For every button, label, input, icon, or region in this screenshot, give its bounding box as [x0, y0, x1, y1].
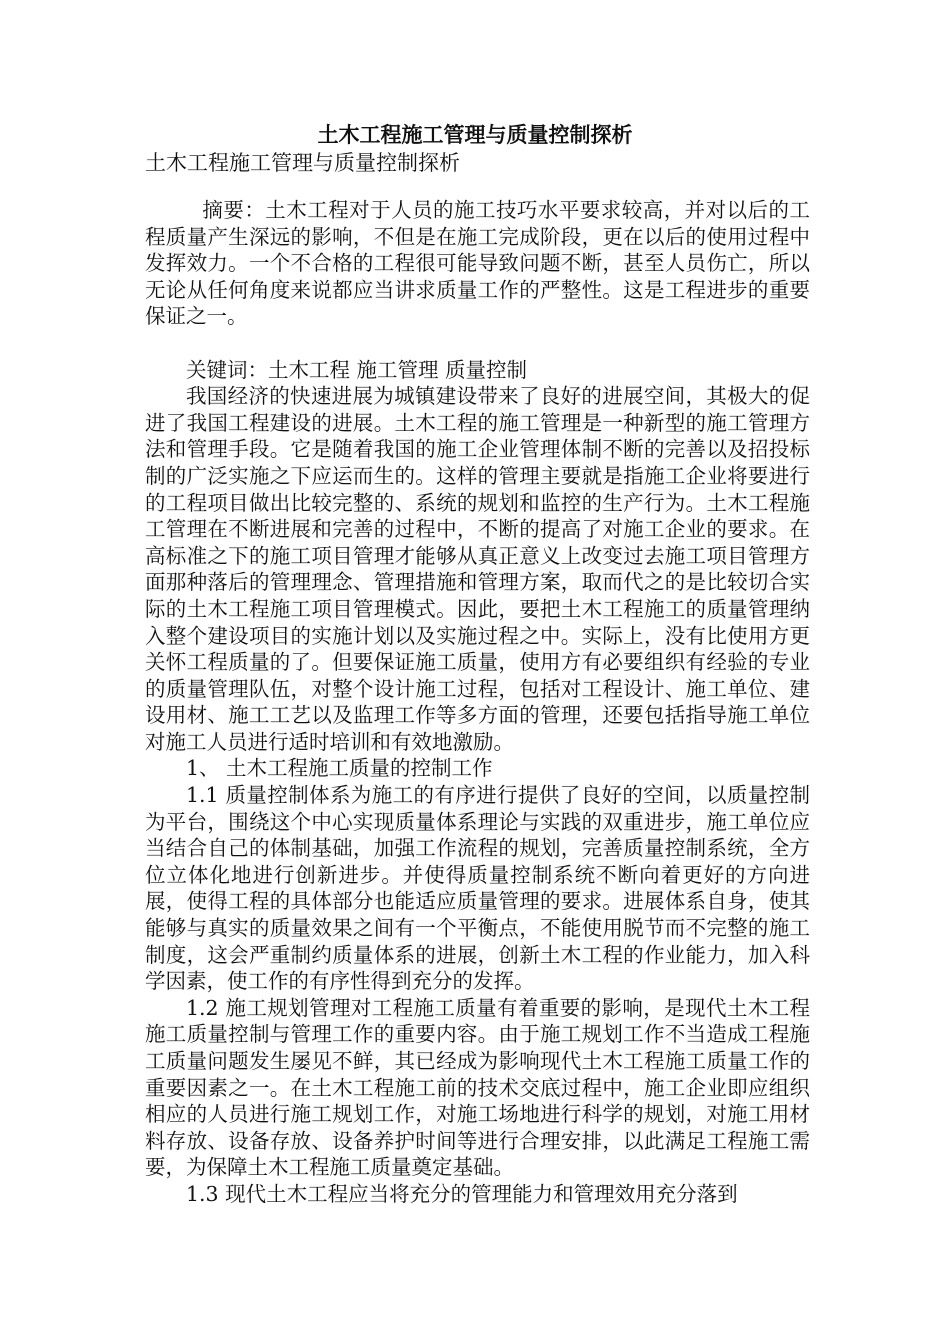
section-1-3-paragraph: 1.3 现代土木工程应当将充分的管理能力和管理效用充分落到: [186, 1181, 738, 1206]
document-title: 土木工程施工管理与质量控制探析: [317, 122, 633, 147]
section-1-1-paragraph: 1.1 质量控制体系为施工的有序进行提供了良好的空间，以质量控制为平台，围绕这个中心实现质量体系理论与实践的双重进步，施工单位应当结合自己的体制基础，加强工作流程的规划，完善质量控制系统，全方位立体化地进行创新进步。并使得质量控制系统不断向着更好的方向进展，使得工程的具体部分也能适应质量管理的要求。进展体系自身，使其能够与真实的质量效果之间有一个平衡点，不能使用脱节而不完整的施工制度，这会严重制约质量体系的进展，创新土木工程的作业能力，加入科学因素，使工作的有序性得到充分的发挥。: [145, 783, 810, 994]
intro-paragraph: 我国经济的快速进展为城镇建设带来了良好的进展空间，其极大的促进了我国工程建设的进展。土木工程的施工管理是一种新型的施工管理方法和管理手段。它是随着我国的施工企业管理体制不断的完善以及招投标制的广泛实施之下应运而生的。这样的管理主要就是指施工企业将要进行的工程项目做出比较完整的、系统的规划和监控的生产行为。土木工程施工管理在不断进展和完善的过程中，不断的提高了对施工企业的要求。在高标准之下的施工项目管理才能够从真正意义上改变过去施工项目管理方面那种落后的管理理念、管理措施和管理方案，取而代之的是比较切合实际的土木工程施工项目管理模式。因此，要把土木工程施工的质量管理纳入整个建设项目的实施计划以及实施过程之中。实际上，没有比使用方更关怀工程质量的了。但要保证施工质量，使用方有必要组织有经验的专业的质量管理队伍，对整个设计施工过程，包括对工程设计、施工单位、建设用材、施工工艺以及监理工作等多方面的管理，还要包括指导施工单位对施工人员进行适时培训和有效地激励。: [145, 384, 810, 754]
keywords-line: 关键词：土木工程 施工管理 质量控制: [186, 357, 528, 382]
abstract-paragraph: 摘要：土木工程对于人员的施工技巧水平要求较高，并对以后的工程质量产生深远的影响，不但是在施工完成阶段，更在以后的使用过程中发挥效力。一个不合格的工程很可能导致问题不断，甚至人员伤亡，所以无论从任何角度来说都应当讲求质量工作的严整性。这是工程进步的重要保证之一。: [145, 198, 810, 329]
document-body: [145, 197, 810, 1208]
document-subtitle: 土木工程施工管理与质量控制探析: [145, 151, 460, 175]
paragraph-spacer: [145, 330, 810, 357]
section-1-2-paragraph: 1.2 施工规划管理对工程施工质量有着重要的影响，是现代土木工程施工质量控制与管理工作的重要内容。由于施工规划工作不当造成工程施工质量问题发生屡见不鲜，其已经成为影响现代土木工程施工质量工作的重要因素之一。在土木工程施工前的技术交底过程中，施工企业即应组织相应的人员进行施工规划工作，对施工场地进行科学的规划，对施工用材料存放、设备存放、设备养护时间等进行合理安排，以此满足工程施工需要，为保障土木工程施工质量奠定基础。: [145, 995, 810, 1180]
section-1-heading: 1、 土木工程施工质量的控制工作: [186, 756, 493, 781]
